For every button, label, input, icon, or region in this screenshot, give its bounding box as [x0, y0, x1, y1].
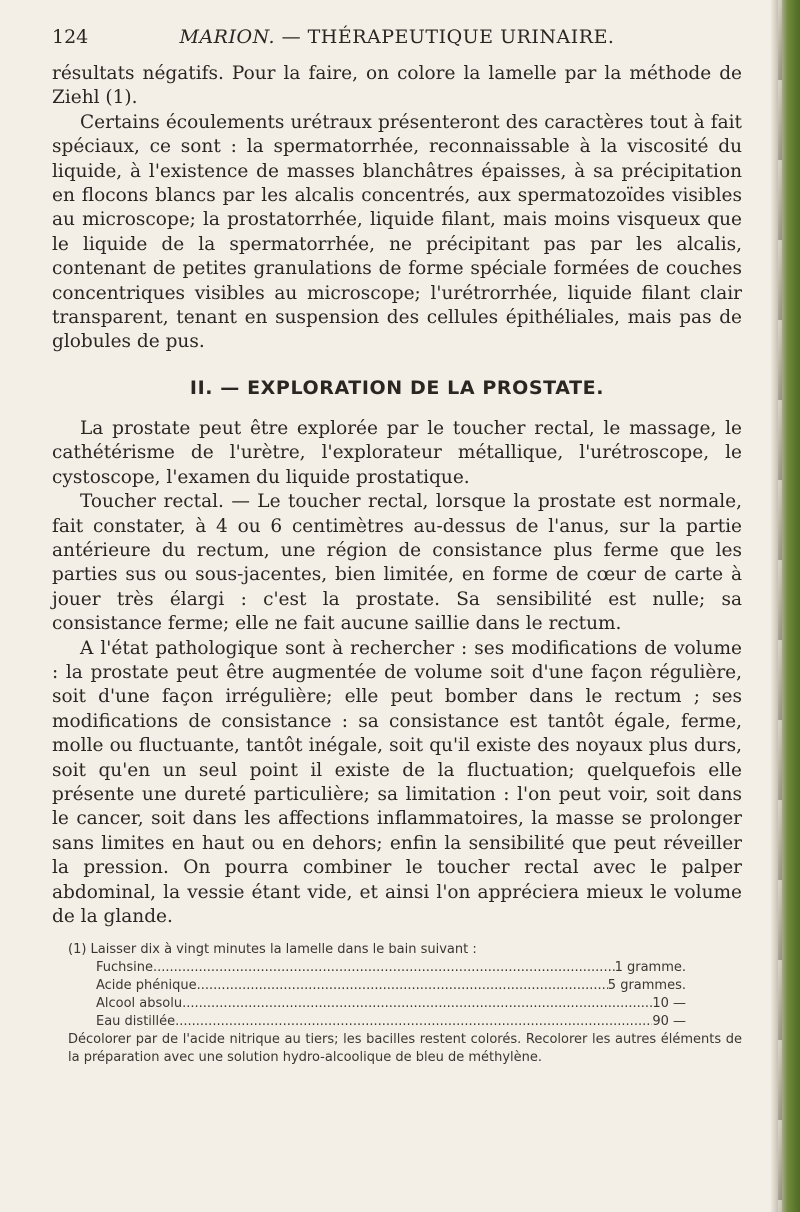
footnote-item-label: Fuchsine [96, 960, 154, 976]
section-heading: II. — EXPLORATION DE LA PROSTATE. [189, 376, 605, 399]
paragraph-toucher-rectal: Toucher rectal. — Le toucher rectal, lorsque la prostate est normale, fait constater, à 4 ou 6 centimètres au-dessus de l'anus, sur la partie antérieure du rectum, une région de consistance plus ferme que les parties sus ou sous-jacentes, bien limitée, en forme de cœur de carte à jouer très élargi : c'est la prostate. Sa sensibilité est nulle; sa consistance ferme; elle ne fait aucune saillie dans le rectum. [52, 491, 742, 635]
paragraph-ecoulements: Certains écoulements urétraux présenteront des caractères tout à fait spéciaux, ce sont : la spermatorrhée, reconnaissable à la viscosité du liquide, à l'existence de masses blanchâtres épaisses, à sa précipitation en flocons blancs par les alcalis concentrés, aux spermatozoïdes visibles au microscope; la prostatorrhée, liquide filant, mais moins visqueux que le liquide de la spermatorrhée, ne précipitant pas par les alcalis, contenant de petites granulations de forme spéciale formées de couches concentriques visibles au microscope; l'urétrorrhée, liquide filant clair transparent, tenant en suspension des cellules épithéliales, mais pas de globules de pus. [52, 111, 742, 353]
dot-leader [175, 1013, 652, 1031]
footnote-item-label: Eau distillée [96, 1014, 176, 1030]
footnote-intro: (1) Laisser dix à vingt minutes la lamelle dans le bain suivant : [68, 942, 477, 958]
paragraph-etat-pathologique: A l'état pathologique sont à rechercher : ses modifications de volume : la prostate peut être augmentée de volume soit d'une façon régulière, soit d'une façon irrégulière; elle peut bomber dans le rectum ; ses modifications de consistance : sa consistance est tantôt égale, ferme, molle ou fluctuante, tantôt inégale, soit qu'il existe des noyaux plus durs, soit qu'en un seul point il existe de la fluctuation; quelquefois elle présente une dureté particulière; sa limitation : l'on peut voir, soit dans le cancer, soit dans les affections inflammatoires, la masse se prolonger sans limites en haut ou en dehors; enfin la sensibilité que peut réveiller la pression. On pourra combiner le toucher rectal avec le palper abdominal, la vessie étant vide, et ainsi l'on appréciera mieux le volume de la glande. [52, 637, 742, 927]
footnote-item [52, 995, 742, 1013]
footnote-item-label: Alcool absolu [96, 996, 183, 1012]
footnote-item-qty: 90 — [652, 1014, 686, 1030]
running-title [52, 26, 742, 48]
running-title-text: — THÉRAPEUTIQUE URINAIRE. [281, 26, 615, 48]
footnote-item-qty: 1 gramme. [614, 960, 686, 976]
footnote-item-label: Acide phénique [96, 978, 197, 994]
footnote-item [52, 959, 742, 977]
footnote-item-qty: 10 — [652, 996, 686, 1012]
paragraph-exploration: La prostate peut être explorée par le toucher rectal, le massage, le cathétérisme de l'urètre, l'explorateur métallique, l'urétroscope, le cystoscope, l'examen du liquide prostatique. [52, 417, 742, 488]
running-header [52, 22, 742, 62]
dot-leader [153, 959, 615, 977]
page-number: 124 [52, 26, 89, 48]
footnote-text: Décolorer par de l'acide nitrique au tiers; les bacilles restent colorés. Recolorer les autres éléments de la préparation avec une solution hydro-alcoolique de bleu de méthylène. [68, 1032, 742, 1066]
running-title-author: MARION. [179, 26, 276, 48]
dot-leader [197, 977, 608, 995]
footnote-item-qty: 5 grammes. [607, 978, 686, 994]
footnote-item [52, 977, 742, 995]
page [52, 22, 742, 1067]
book-binding-edge [770, 0, 800, 1212]
footnote-item [52, 1013, 742, 1031]
dot-leader [182, 995, 652, 1013]
footnote [52, 941, 742, 1067]
paragraph-continued: résultats négatifs. Pour la faire, on colore la lamelle par la méthode de Ziehl (1). [52, 63, 742, 109]
